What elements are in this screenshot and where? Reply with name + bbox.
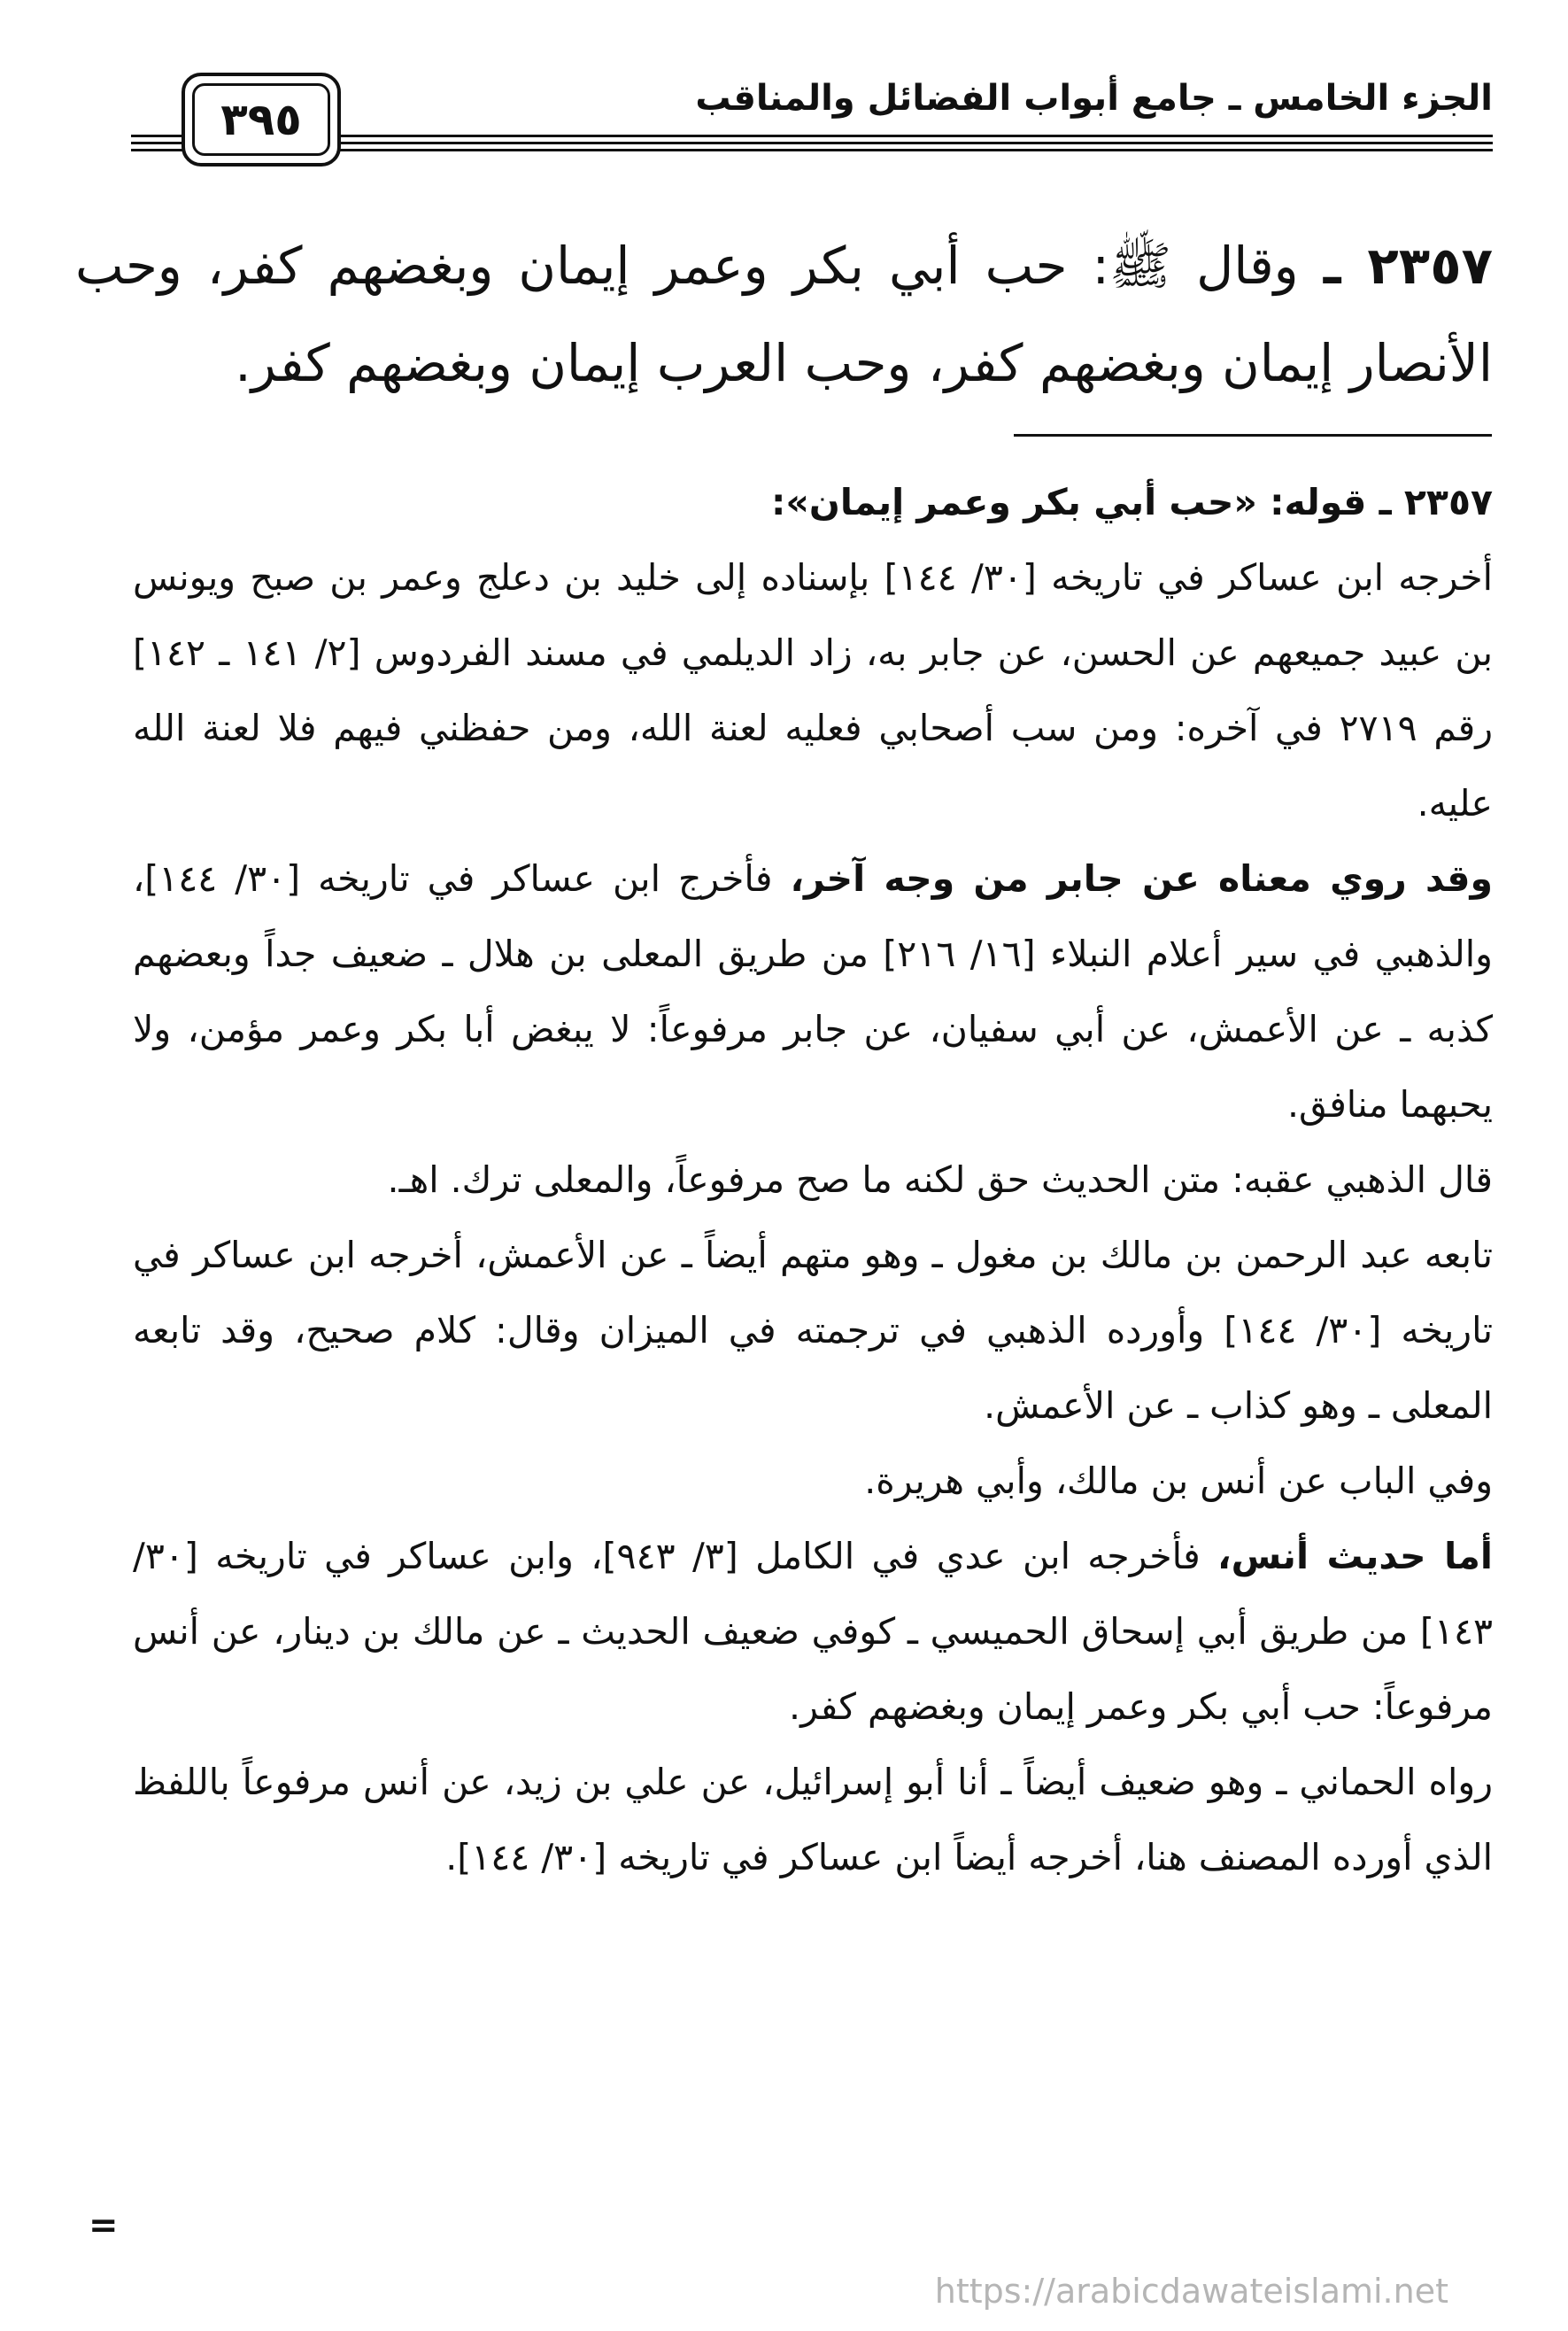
paragraph-text: فأخرجه ابن عدي في الكامل [٣/ ٩٤٣]، وابن عساكر في تاريخه [٣٠/ ١٤٣] من طريق أبي إسحاق الحميسي ـ كوفي ضعيف الحديث ـ عن مالك بن دينار، عن أنس مرفوعاً: حب أبي بكر وعمر إيمان وبغضهم كفر. [133, 1535, 1493, 1728]
running-title: الجزء الخامس ـ جامع أبواب الفضائل والمناقب [695, 78, 1493, 119]
commentary [133, 465, 1493, 1895]
commentary-paragraph [133, 540, 1493, 841]
commentary-paragraph [133, 841, 1493, 1142]
paragraph-text: تابعه عبد الرحمن بن مالك بن مغول ـ وهو متهم أيضاً ـ عن الأعمش، أخرجه ابن عساكر في تاريخه [٣٠/ ١٤٤] وأورده الذهبي في ترجمته في الميزان وقال: كلام صحيح، وقد تابعه المعلى ـ وهو كذاب ـ عن الأعمش. [133, 1234, 1493, 1427]
paragraph-text: قال الذهبي عقبه: متن الحديث حق لكنه ما صح مرفوعاً، والمعلى ترك. اهـ. [387, 1158, 1493, 1201]
watermark-url[interactable]: https://arabicdawateislami.net [934, 2272, 1448, 2311]
paragraph-lead: وقد روي معناه عن جابر من وجه آخر، [790, 857, 1493, 900]
page-number-frame [182, 73, 341, 166]
commentary-paragraph [133, 1444, 1493, 1519]
page-number: ٣٩٥ [192, 83, 330, 156]
paragraph-lead: أما حديث أنس، [1217, 1535, 1493, 1577]
commentary-paragraph [133, 1142, 1493, 1218]
commentary-heading: ٢٣٥٧ ـ قوله: «حب أبي بكر وعمر إيمان»: [770, 481, 1493, 523]
footnote-separator [1014, 434, 1492, 437]
paragraph-text: فأخرج ابن عساكر في تاريخه [٣٠/ ١٤٤]، والذهبي في سير أعلام النبلاء [١٦/ ٢١٦] من طريق المعلى بن هلال ـ ضعيف جداً وبعضهم كذبه ـ عن الأعمش، عن أبي سفيان، عن جابر مرفوعاً: لا يبغض أبا بكر وعمر مؤمن، ولا يحبهما منافق. [133, 857, 1493, 1126]
paragraph-text: رواه الحماني ـ وهو ضعيف أيضاً ـ أنا أبو إسرائيل، عن علي بن زيد، عن أنس مرفوعاً باللفظ الذي أورده المصنف هنا، أخرجه أيضاً ابن عساكر في تاريخه [٣٠/ ١٤٤]. [133, 1761, 1493, 1878]
hadith-text: وقال ﷺ: حب أبي بكر وعمر إيمان وبغضهم كفر، وحب الأنصار إيمان وبغضهم كفر، وحب العرب إيمان وبغضهم كفر. [75, 236, 1493, 393]
continuation-mark: = [89, 2205, 119, 2246]
commentary-paragraph [133, 1745, 1493, 1895]
commentary-paragraph [133, 1218, 1493, 1444]
hadith-number: ٢٣٥٧ ـ [1323, 236, 1493, 296]
paragraph-text: أخرجه ابن عساكر في تاريخه [٣٠/ ١٤٤] بإسناده إلى خليد بن دعلج وعمر بن صبح ويونس بن عبيد جميعهم عن الحسن، عن جابر به، زاد الديلمي في مسند الفردوس [٢/ ١٤١ ـ ١٤٢] رقم ٢٧١٩ في آخره: ومن سب أصحابي فعليه لعنة الله، ومن حفظني فيهم فلا لعنة الله عليه. [133, 556, 1493, 825]
paragraph-text: وفي الباب عن أنس بن مالك، وأبي هريرة. [864, 1460, 1493, 1502]
commentary-paragraph [133, 1519, 1493, 1745]
main-hadith [75, 217, 1493, 412]
